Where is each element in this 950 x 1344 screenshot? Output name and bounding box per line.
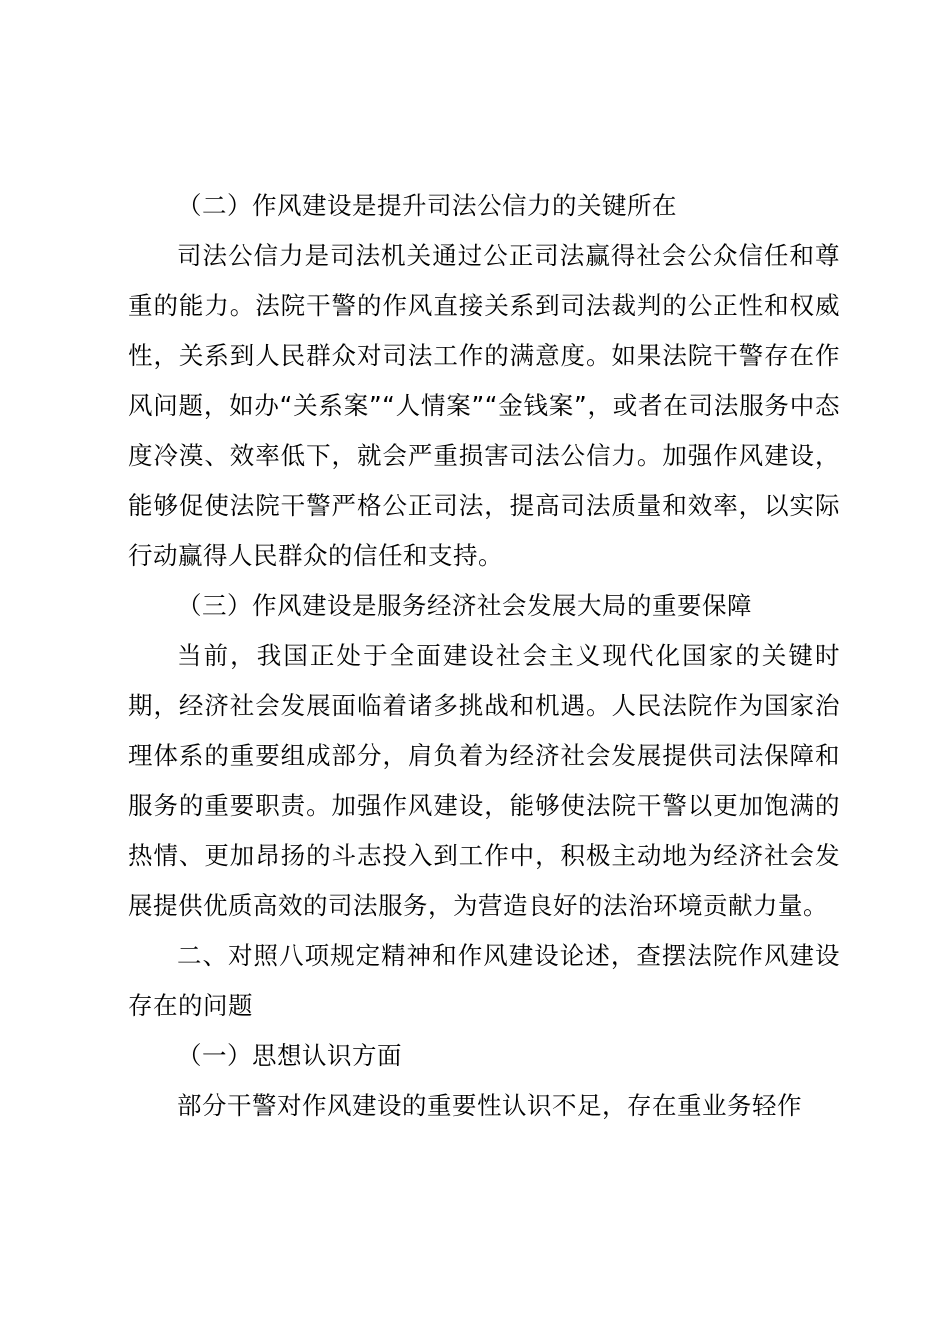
body-paragraph-economic-development: 当前，我国正处于全面建设社会主义现代化国家的关键时期，经济社会发展面临着诸多挑战和机遇。人民法院作为国家治理体系的重要组成部分，肩负着为经济社会发展提供司法保障和服务的重要职责。加强作风建设，能够使法院干警以更加饱满的热情、更加昂扬的斗志投入到工作中，积极主动地为经济社会发展提供优质高效的司法服务，为营造良好的法治环境贡献力量。: [128, 641, 840, 920]
chapter-heading-2: 二、对照八项规定精神和作风建设论述，查摆法院作风建设存在的问题: [128, 941, 840, 1020]
document-body: [128, 181, 840, 1131]
body-paragraph-judicial-credibility: 司法公信力是司法机关通过公正司法赢得社会公众信任和尊重的能力。法院干警的作风直接关系到司法裁判的公正性和权威性，关系到人民群众对司法工作的满意度。如果法院干警存在作风问题，如办“关系案”“人情案”“金钱案”，或者在司法服务中态度冷漠、效率低下，就会严重损害司法公信力。加强作风建设，能够促使法院干警严格公正司法，提高司法质量和效率，以实际行动赢得人民群众的信任和支持。: [128, 241, 840, 570]
subsection-heading-1: （一）思想认识方面: [177, 1041, 402, 1070]
section-heading-2: （二）作风建设是提升司法公信力的关键所在: [177, 191, 677, 220]
body-paragraph-ideological-awareness: 部分干警对作风建设的重要性认识不足，存在重业务轻作: [177, 1091, 802, 1120]
section-heading-3: （三）作风建设是服务经济社会发展大局的重要保障: [177, 591, 752, 620]
